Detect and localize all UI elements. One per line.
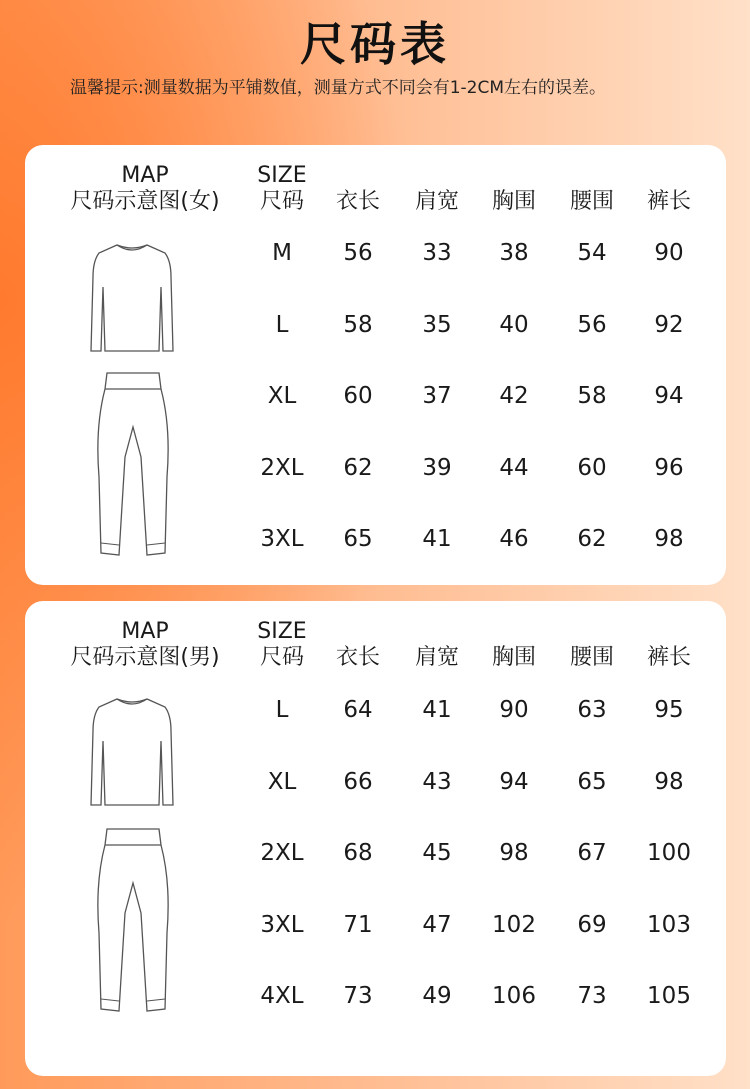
waist-cell: 67 [577,840,607,866]
size-cell: L [275,697,289,723]
size-cell: 3XL [260,911,304,938]
shoulder-cell: 49 [422,983,452,1009]
chest-cell: 42 [499,383,529,409]
shoulder-cell: 43 [422,768,452,795]
waist-cell: 65 [577,768,607,795]
size-cell: M [272,240,292,266]
chest-cell: 38 [499,240,529,266]
shoulder-cell: 41 [422,526,452,552]
size-header [247,619,317,671]
top-length-cell: 64 [343,697,373,723]
size-cn-label: 尺码 [259,645,304,670]
waist-cell: 69 [577,911,607,938]
pants-icon [93,823,173,1023]
size-label: SIZE [257,619,307,644]
long-sleeve-shirt-icon [87,691,177,811]
waist-cell: 58 [577,383,607,409]
pants-length-cell: 98 [654,768,684,795]
waist-cell: 60 [577,454,607,481]
page-title: 尺码表 [300,17,450,71]
top-length-cell: 71 [343,911,373,938]
size-cell: L [275,311,289,338]
top-length-cell: 60 [343,383,373,409]
pants-length-cell: 95 [654,697,684,723]
shoulder-cell: 41 [422,697,452,723]
shoulder-cell: 33 [422,240,452,266]
measurement-notice: 温馨提示:测量数据为平铺数值，测量方式不同会有1-2CM左右的误差。 [70,78,607,98]
size-cn-label: 尺码 [259,189,304,214]
women-size-card [25,145,726,585]
pants-length-cell: 98 [654,526,684,552]
top-length-cell: 73 [343,983,373,1009]
chest-cell: 102 [492,911,536,938]
chest-cell: 106 [492,983,536,1009]
size-cell: XL [267,768,297,795]
map-label: MAP [121,619,169,644]
top-length-cell: 65 [343,526,373,552]
waist-cell: 63 [577,697,607,723]
top-length-cell: 68 [343,840,373,866]
map-label: MAP [121,163,169,188]
size-cell: 2XL [260,454,304,481]
chest-cell: 94 [499,768,529,795]
pants-length-cell: 105 [647,983,691,1009]
top-length-cell: 62 [343,454,373,481]
pants-length-cell: 96 [654,454,684,481]
shoulder-cell: 39 [422,454,452,481]
waist-cell: 56 [577,311,607,338]
pants-length-header: 裤长 [646,189,691,214]
map-header [55,163,235,215]
pants-length-cell: 94 [654,383,684,409]
waist-header: 腰围 [569,189,614,214]
size-cell: 4XL [260,983,304,1009]
shoulder-header: 肩宽 [414,189,459,214]
size-cell: 3XL [260,526,304,552]
pants-length-cell: 100 [647,840,691,866]
size-header [247,163,317,215]
shoulder-cell: 37 [422,383,452,409]
size-cell: 2XL [260,840,304,866]
men-map-caption: 尺码示意图(男) [70,645,220,670]
waist-cell: 62 [577,526,607,552]
long-sleeve-shirt-icon [87,237,177,357]
chest-cell: 90 [499,697,529,723]
pants-length-cell: 90 [654,240,684,266]
top-length-cell: 58 [343,311,373,338]
waist-cell: 73 [577,983,607,1009]
shoulder-cell: 47 [422,911,452,938]
top-length-cell: 56 [343,240,373,266]
pants-length-cell: 92 [654,311,684,338]
top-length-cell: 66 [343,768,373,795]
chest-cell: 46 [499,526,529,552]
pants-length-header: 裤长 [646,645,691,670]
shoulder-cell: 45 [422,840,452,866]
men-size-card [25,601,726,1076]
waist-cell: 54 [577,240,607,266]
shoulder-header: 肩宽 [414,645,459,670]
pants-icon [93,367,173,567]
pants-length-cell: 103 [647,911,691,938]
size-cell: XL [267,383,297,409]
waist-header: 腰围 [569,645,614,670]
chest-cell: 44 [499,454,529,481]
top-length-header: 衣长 [335,645,380,670]
women-map-caption: 尺码示意图(女) [70,189,220,214]
top-length-header: 衣长 [335,189,380,214]
chest-header: 胸围 [491,645,536,670]
shoulder-cell: 35 [422,311,452,338]
chest-cell: 40 [499,311,529,338]
size-label: SIZE [257,163,307,188]
map-header [55,619,235,671]
chest-header: 胸围 [491,189,536,214]
chest-cell: 98 [499,840,529,866]
